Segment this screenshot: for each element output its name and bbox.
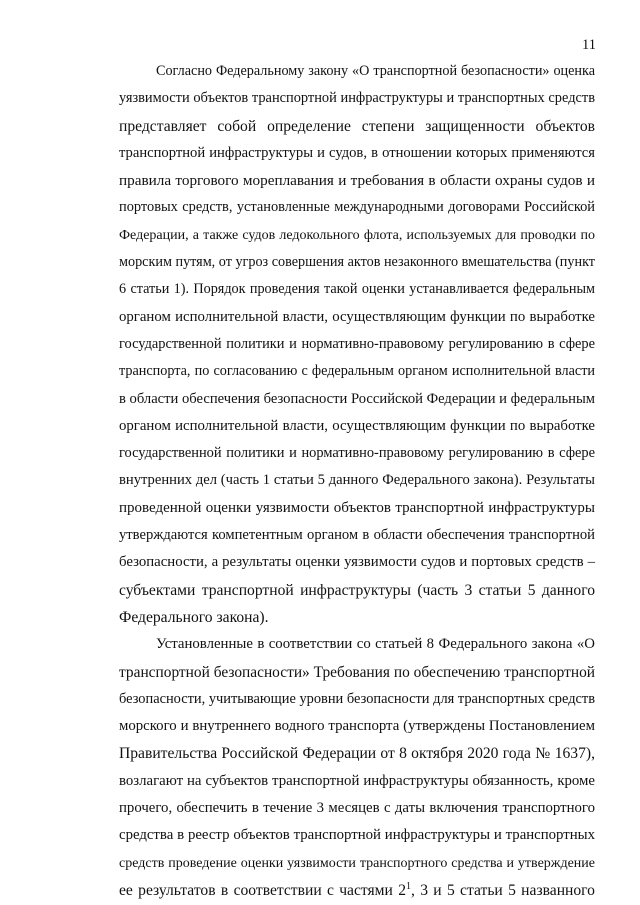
paragraph-1-line: транспорта, по согласованию с федеральным органом исполнительной власти (119, 363, 595, 380)
paragraph-2-line: прочего, обеспечить в течение 3 месяцев с даты включения транспортного (119, 800, 595, 817)
paragraph-2-line: возлагают на субъектов транспортной инфраструктуры обязанность, кроме (119, 772, 595, 789)
paragraph-2-line: безопасности, учитывающие уровни безопасности для транспортных средств (119, 690, 595, 707)
paragraph-1-line: органом исполнительной власти, осуществляющим функции по выработке (119, 308, 595, 325)
paragraph-2-final-line (119, 877, 595, 904)
paragraph-1-line: 6 статьи 1). Порядок проведения такой оценки устанавливается федеральным (119, 281, 595, 298)
paragraph-1-line: внутренних дел (часть 1 статьи 5 данного Федерального закона). Результаты (119, 472, 595, 489)
paragraph-2-line: Установленные в соответствии со статьей 8 Федерального закона «О (156, 636, 595, 653)
paragraph-2-line: морского и внутреннего водного транспорта (утверждены Постановлением (119, 718, 595, 735)
footnote-superscript: 1 (406, 880, 411, 892)
final-line-text-end: , 3 и 5 статьи 5 названного (411, 881, 595, 899)
final-line-text: ее результатов в соответствии с частями 2 (119, 881, 406, 899)
paragraph-1-line: утверждаются компетентным органом в области обеспечения транспортной (119, 527, 595, 544)
paragraph-1-line: государственной политики и нормативно-правовому регулированию в сфере (119, 335, 595, 352)
paragraph-1-line: субъектами транспортной инфраструктуры (часть 3 статьи 5 данного (119, 581, 595, 599)
paragraph-1-line: уязвимости объектов транспортной инфраструктуры и транспортных средств (119, 90, 595, 107)
paragraph-1-line: безопасности, а результаты оценки уязвимости судов и портовых средств – (119, 554, 595, 571)
paragraph-1-line: транспортной инфраструктуры и судов, в отношении которых применяются (119, 144, 595, 161)
paragraph-2-line: средства в реестр объектов транспортной инфраструктуры и транспортных (119, 827, 595, 844)
page-number: 11 (582, 37, 596, 53)
paragraph-1-line: проведенной оценки уязвимости объектов транспортной инфраструктуры (119, 499, 595, 516)
paragraph-1-line: морским путям, от угроз совершения актов незаконного вмешательства (пункт (119, 254, 595, 271)
paragraph-1-line: представляет собой определение степени защищенности объектов (119, 117, 595, 135)
paragraph-1-line: органом исполнительной власти, осуществляющим функции по выработке (119, 417, 595, 434)
paragraph-1-line: портовых средств, установленные международными договорами Российской (119, 199, 595, 216)
paragraph-2-line: транспортной безопасности» Требования по обеспечению транспортной (119, 663, 595, 681)
paragraph-1-line: Согласно Федеральному закону «О транспортной безопасности» оценка (156, 63, 595, 79)
paragraph-1-line: правила торгового мореплавания и требования в области охраны судов и (119, 172, 595, 190)
paragraph-2-line: средств проведение оценки уязвимости транспортного средства и утверждение (119, 855, 595, 871)
paragraph-2-line: Правительства Российской Федерации от 8 октября 2020 года № 1637), (119, 745, 595, 763)
document-body (119, 58, 595, 904)
paragraph-1-line: Федерации, а также судов ледокольного флота, используемых для проводки по (119, 227, 595, 243)
paragraph-1-line: Федерального закона). (119, 608, 269, 626)
paragraph-1-line: государственной политики и нормативно-правовому регулированию в сфере (119, 445, 595, 462)
paragraph-1-line: в области обеспечения безопасности Российской Федерации и федеральным (119, 390, 595, 407)
